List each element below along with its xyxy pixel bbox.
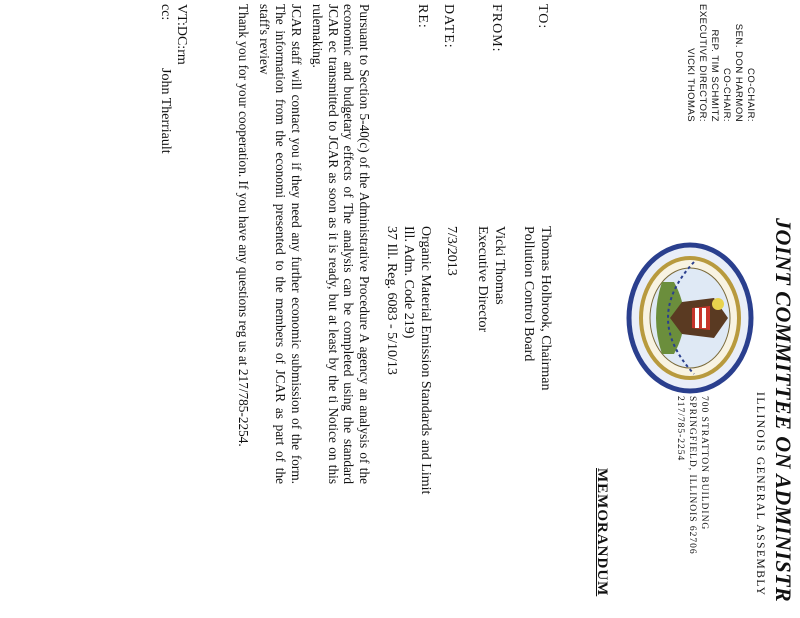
from-title: Executive Director bbox=[475, 226, 490, 333]
officer-line: CO-CHAIR: bbox=[721, 67, 732, 123]
re-line: Organic Material Emission Standards and Limit bbox=[418, 226, 433, 495]
to-label: TO: bbox=[535, 4, 550, 30]
officer-line: EXECUTIVE DIRECTOR: bbox=[697, 4, 708, 123]
memo-body bbox=[229, 4, 372, 484]
from-label: FROM: bbox=[489, 4, 504, 53]
assembly-subheading: ILLINOIS GENERAL ASSEMBLY bbox=[754, 392, 766, 597]
address-block bbox=[674, 396, 710, 555]
date-label: DATE: bbox=[441, 4, 456, 49]
body-paragraph: JCAR staff will contact you if they need any further economic submission of the form. The information from the economi presented to the members of JCAR as part of the staff's review bbox=[257, 4, 304, 484]
initials: VT:DC:rm bbox=[174, 4, 189, 65]
address-line: SPRINGFIELD, ILLINOIS 62706 bbox=[687, 396, 697, 555]
re-label: RE: bbox=[415, 4, 430, 29]
officer-line: VICKI THOMAS bbox=[685, 48, 696, 123]
to-name: Thomas Holbrook, Chairman bbox=[538, 226, 553, 391]
re-line: 37 Ill. Reg. 6083 - 5/10/13 bbox=[384, 226, 399, 375]
officer-line: CO-CHAIR: bbox=[745, 67, 756, 123]
to-org: Pollution Control Board bbox=[521, 226, 536, 362]
to-value bbox=[520, 226, 554, 390]
cc-name: John Therriault bbox=[158, 68, 173, 154]
body-paragraph: Pursuant to Section 5-40(c) of the Administrative Procedure A agency an analysis of the economic and budgetary effects of The analysis can be completed using the standard JCAR ec transmitted to JCAR as soon as it is ready, but at least by the ti Notice on this rulemaking. bbox=[310, 4, 372, 484]
from-value bbox=[474, 226, 508, 332]
address-line: 700 STRATTON BUILDING bbox=[699, 396, 709, 531]
from-name: Vicki Thomas bbox=[492, 226, 507, 305]
date-value: 7/3/2013 bbox=[444, 226, 459, 276]
officer-line: SEN. DON HARMON bbox=[733, 23, 744, 123]
re-line: Ill. Adm. Code 219) bbox=[401, 226, 416, 339]
cc-label: cc: bbox=[158, 4, 173, 21]
officers-block bbox=[684, 4, 756, 122]
address-line: 217/785-2254 bbox=[675, 396, 685, 462]
memo-title: MEMORANDUM bbox=[594, 468, 610, 597]
illinois-seal-icon bbox=[626, 242, 754, 394]
officer-line: REP. TIM SCHMITZ bbox=[709, 29, 720, 123]
body-paragraph: Thank you for your cooperation. If you have any questions reg us at 217/785-2254. bbox=[235, 4, 251, 447]
committee-heading: JOINT COMMITTEE ON ADMINISTR bbox=[771, 218, 796, 603]
re-value bbox=[383, 226, 434, 494]
